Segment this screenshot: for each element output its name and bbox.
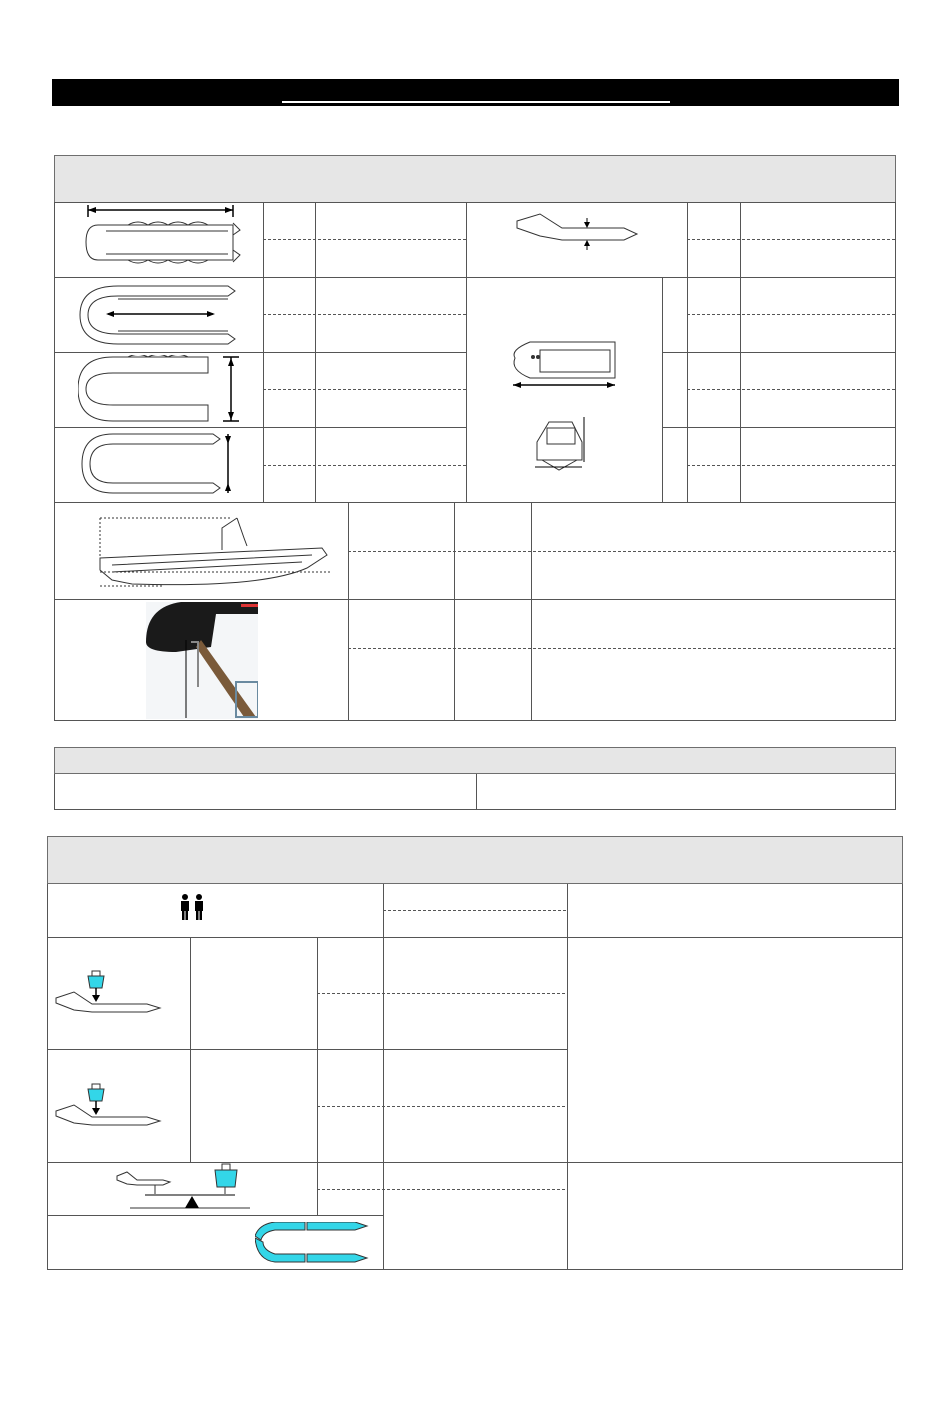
buoyancy-chambers-icon [255, 1222, 370, 1266]
boat-top-view-inner-length-icon [78, 281, 243, 349]
boat-top-view-width-icon [78, 355, 243, 425]
package-length-icon [505, 330, 625, 402]
boat-top-view-inner-width-icon [78, 431, 243, 499]
capacity-table-header [47, 836, 903, 884]
boat-top-view-length-icon [78, 205, 243, 273]
persons-icon [178, 893, 208, 921]
max-engine-power-icon [52, 968, 162, 1018]
transom-height-photo [146, 602, 258, 719]
ce-table-header [54, 747, 896, 774]
tube-diameter-icon [512, 206, 642, 254]
max-engine-weight-icon [52, 1081, 162, 1131]
package-width-height-icon [527, 412, 607, 490]
boat-side-view-icon [72, 510, 342, 595]
max-load-balance-icon [115, 1162, 255, 1216]
